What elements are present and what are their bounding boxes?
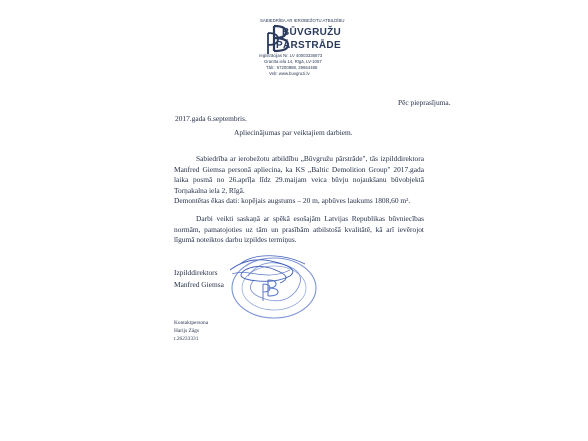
contact-name: Harijs Zāgs bbox=[174, 328, 200, 334]
document-date: 2017.gada 6.septembris. bbox=[175, 114, 247, 123]
contact-label: Kontaktpersona bbox=[174, 320, 209, 326]
handwritten-signature bbox=[220, 250, 320, 300]
company-website: Veb: www.buvgruzi.lv bbox=[269, 71, 310, 76]
body-paragraph-1: Sabiedrība ar ierobežotu atbildību „Būvgružu pārstrāde", tās izpilddirektora Manfred Giemsa personā apliecina, ka KS „Baltic Demolition Group" 2017.gada laika posmā no 26.aprīļa līdz 29.maijam veica būvju nojaukšanu būvobjektā Torņakalna iela 2, Rīgā. bbox=[174, 154, 424, 195]
contact-phone: t.26233331 bbox=[174, 336, 199, 342]
letterhead-company-type: SABIEDRĪBA AR IEROBEŽOTU ATBILDĪBU bbox=[260, 18, 345, 23]
company-address: Granīta iela 14, Rīgā, LV-1057 bbox=[264, 59, 322, 64]
document-title: Apliecinājumas par veiktajiem darbiem. bbox=[234, 128, 353, 137]
body-paragraph-3: Darbi veikti saskaņā ar spēkā esošajām Latvijas Republikas būvniecības normām, pamatojoties uz tām un prasībām atbilstošā kvalitātē, kā arī ievērojot līgumā noteiktos darbu izpildes termiņus. bbox=[174, 214, 424, 245]
company-reg-number: reģistrācijas Nr. LV 40003336873 bbox=[259, 53, 323, 58]
signer-name: Manfred Giemsa bbox=[174, 280, 224, 289]
request-note: Pēc pieprasījuma. bbox=[398, 98, 451, 107]
signer-role: Izpilddirektors bbox=[174, 268, 218, 277]
body-paragraph-2: Demontētas ēkas dati: kopējais augstums – 20 m, apbūves laukums 1808,60 m². bbox=[174, 196, 411, 205]
brand-name-line2: PĀRSTRĀDE bbox=[276, 40, 341, 51]
company-phone: Tālr.: 67200888, 29654488 bbox=[266, 65, 318, 70]
brand-name-line1: BŪVGRUŽU bbox=[282, 27, 342, 38]
